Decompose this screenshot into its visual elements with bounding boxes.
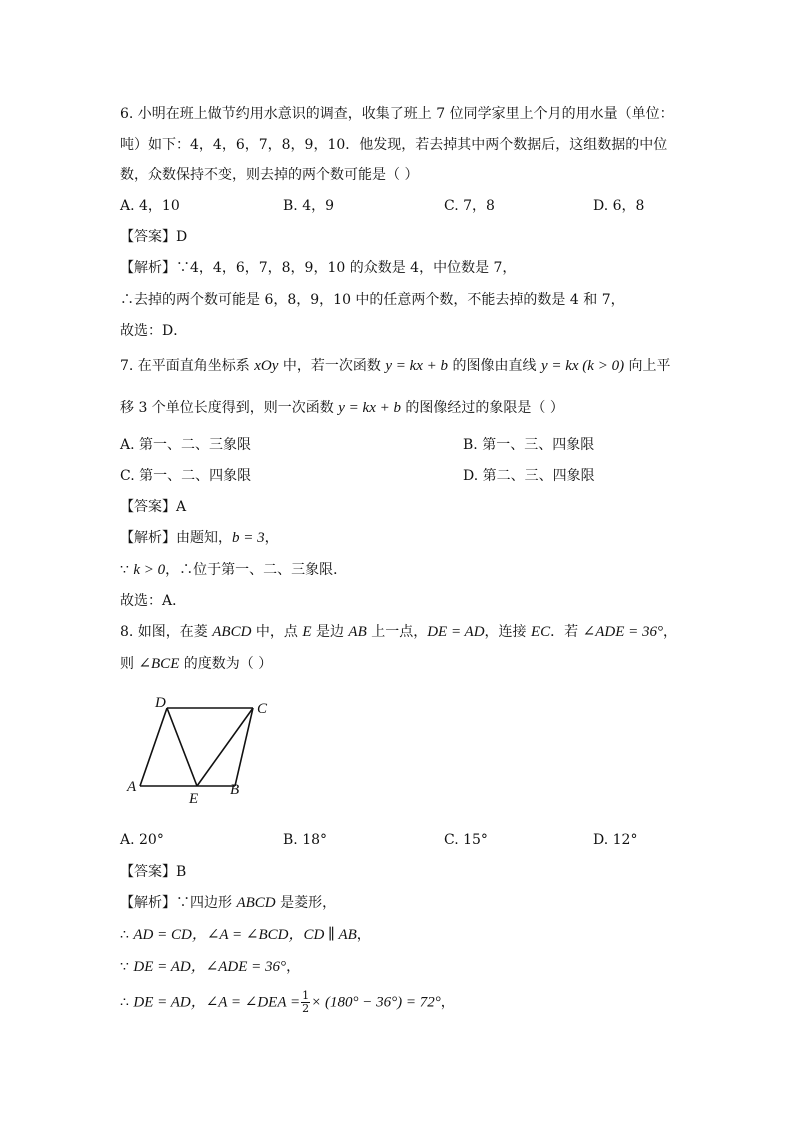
q6-conclusion: 故选：D． — [120, 323, 188, 339]
q8-analysis-line-3: ∵ DE = AD，∠ADE = 36°， — [120, 959, 301, 975]
q7-option-d: D. 第二、三、四象限 — [463, 468, 595, 484]
q6-stem-line-2: 吨）如下：4，4，6，7，8，9，10．他发现，若去掉其中两个数据后，这组数据的中位 — [120, 137, 668, 153]
q8-stem-line-1: 8. 如图，在菱 ABCD 中，点 E 是边 AB 上一点，DE = AD，连接 EC．若 ∠ADE = 36°， — [120, 624, 677, 640]
q8-option-a: A. 20° — [120, 832, 164, 848]
q7-stem-line-1: 7. 在平面直角坐标系 xOy 中，若一次函数 y = kx + b 的图像由直线 y = kx (k > 0) 向上平 — [120, 358, 671, 374]
q8-analysis-line-4: ∴ DE = AD，∠A = ∠DEA = $\frac{1}{2}$ × (180° − 36°) = 72°， — [120, 989, 455, 1015]
q8-option-d: D. 12° — [593, 832, 638, 848]
label-d: D — [155, 695, 166, 711]
q7-option-a: A. 第一、二、三象限 — [120, 437, 252, 453]
q6-option-a: A. 4，10 — [120, 198, 180, 214]
segment-de — [167, 708, 197, 786]
q8-stem-line-2: 则 ∠BCE 的度数为（ ） — [120, 656, 273, 672]
q8-option-c: C. 15° — [444, 832, 488, 848]
q8-analysis-line-1: 【解析】∵四边形 ABCD 是菱形， — [120, 895, 337, 911]
label-b: B — [230, 782, 240, 798]
q6-stem-line-3: 数，众数保持不变，则去掉的两个数可能是（ ） — [120, 167, 419, 183]
q8-answer: 【答案】B — [120, 864, 187, 880]
q7-stem-line-2: 移 3 个单位长度得到，则一次函数 y = kx + b 的图像经过的象限是（ ） — [120, 400, 564, 416]
q7-option-b: B. 第一、三、四象限 — [463, 437, 595, 453]
q6-analysis-line-2: ∴去掉的两个数可能是 6，8，9，10 中的任意两个数，不能去掉的数是 4 和 7， — [120, 292, 625, 308]
q6-stem-line-1: 6. 小明在班上做节约用水意识的调查，收集了班上 7 位同学家里上个月的用水量（单位： — [120, 106, 674, 122]
q6-answer: 【答案】D — [120, 229, 188, 245]
rhombus-figure — [120, 690, 290, 810]
q6-option-b: B. 4，9 — [283, 198, 335, 214]
q7-answer: 【答案】A — [120, 499, 187, 515]
q8-option-b: B. 18° — [283, 832, 328, 848]
q7-analysis-line-1: 【解析】由题知，b = 3， — [120, 530, 279, 546]
q6-option-d: D. 6，8 — [593, 198, 645, 214]
q8-analysis-line-2: ∴ AD = CD，∠A = ∠BCD，CD ∥ AB， — [120, 927, 371, 943]
side-da — [140, 708, 167, 786]
q7-option-c: C. 第一、二、四象限 — [120, 468, 252, 484]
label-c: C — [257, 701, 268, 717]
label-a: A — [127, 779, 137, 795]
q7-analysis-line-2: ∵ k > 0，∴位于第一、二、三象限． — [120, 562, 348, 578]
label-e: E — [189, 791, 199, 807]
q6-option-c: C. 7，8 — [444, 198, 495, 214]
fraction-one-half: $\frac{1}{2}$ — [302, 989, 310, 1015]
q6-analysis-line-1: 【解析】∵4，4，6，7，8，9，10 的众数是 4，中位数是 7， — [120, 260, 517, 276]
q7-conclusion: 故选：A． — [120, 593, 187, 609]
